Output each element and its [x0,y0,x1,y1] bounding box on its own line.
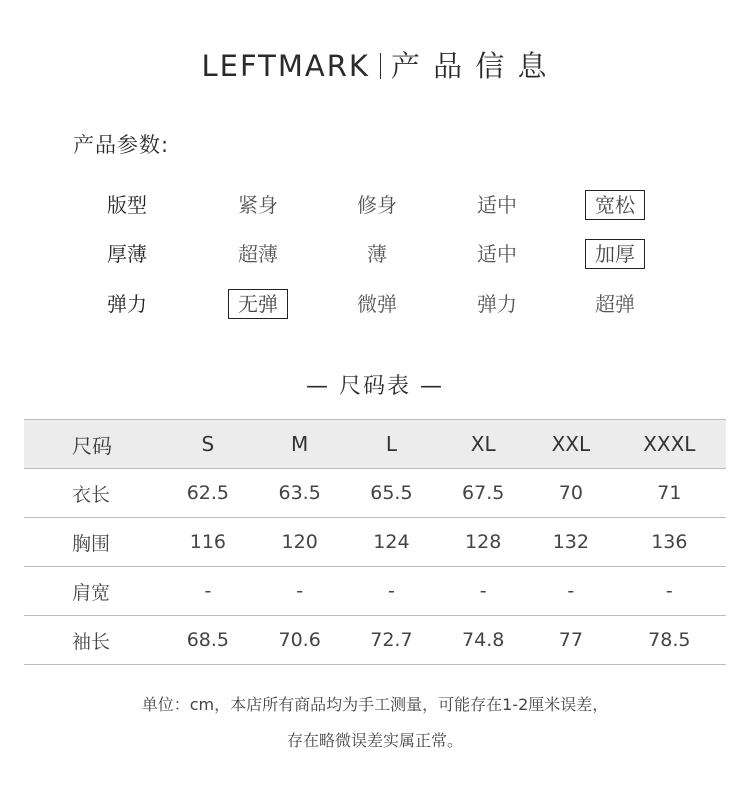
table-cell: 63.5 [254,469,346,518]
size-header-label: 尺码 [24,420,162,469]
param-label: 弹力 [107,292,147,316]
table-cell: 124 [346,518,438,567]
table-row [24,616,726,665]
table-cell: - [529,567,613,616]
size-header-cell: XXL [529,420,613,469]
size-header-cell: L [346,420,438,469]
size-header-cell: XL [437,420,529,469]
size-header-cell: S [162,420,254,469]
table-cell: 70 [529,469,613,518]
brand-name: LEFTMARK [201,49,370,83]
param-option-selected [560,189,670,221]
row-label: 袖长 [24,616,162,665]
header-title: 产 品 信 息 [390,49,549,83]
note-line-1: 单位：cm，本店所有商品均为手工测量，可能存在1-2厘米误差， [141,695,609,714]
table-cell: - [613,567,726,616]
selected-option-box: 宽松 [585,190,645,220]
table-cell: - [346,567,438,616]
param-option-selected [203,288,313,320]
selected-option-box: 无弹 [228,289,288,319]
table-cell: - [162,567,254,616]
param-option: 超薄 [238,242,278,266]
table-cell: - [437,567,529,616]
table-cell: - [254,567,346,616]
size-table-title: — 尺码表 — [306,374,444,399]
table-cell: 65.5 [346,469,438,518]
table-cell: 132 [529,518,613,567]
table-cell: 72.7 [346,616,438,665]
size-table-body [24,469,726,665]
table-row [24,567,726,616]
table-cell: 78.5 [613,616,726,665]
size-header-cell: XXXL [613,420,726,469]
row-label: 衣长 [24,469,162,518]
param-row [0,189,750,221]
row-label: 胸围 [24,518,162,567]
note-line-2: 存在略微误差实属正常。 [286,731,463,750]
param-label: 厚薄 [107,242,147,266]
table-row [24,469,726,518]
size-header-cell: M [254,420,346,469]
param-option: 适中 [477,242,517,266]
row-label: 肩宽 [24,567,162,616]
table-row [24,518,726,567]
param-row [0,288,750,320]
table-cell: 62.5 [162,469,254,518]
param-label: 版型 [107,193,147,217]
page-header [0,44,750,85]
params-title: 产品参数: [73,133,170,157]
param-option: 适中 [477,193,517,217]
table-cell: 70.6 [254,616,346,665]
table-cell: 71 [613,469,726,518]
table-cell: 67.5 [437,469,529,518]
param-row [0,238,750,270]
size-table [24,419,726,665]
table-cell: 68.5 [162,616,254,665]
table-cell: 136 [613,518,726,567]
param-option-selected [560,238,670,270]
param-option: 修身 [357,193,397,217]
param-option: 薄 [367,242,387,266]
size-table-header [24,420,726,469]
header-divider [380,53,381,79]
table-cell: 77 [529,616,613,665]
table-cell: 74.8 [437,616,529,665]
param-option: 弹力 [477,292,517,316]
table-cell: 120 [254,518,346,567]
selected-option-box: 加厚 [585,239,645,269]
table-cell: 116 [162,518,254,567]
param-option: 微弹 [357,292,397,316]
table-cell: 128 [437,518,529,567]
param-option: 紧身 [238,193,278,217]
param-option: 超弹 [595,292,635,316]
